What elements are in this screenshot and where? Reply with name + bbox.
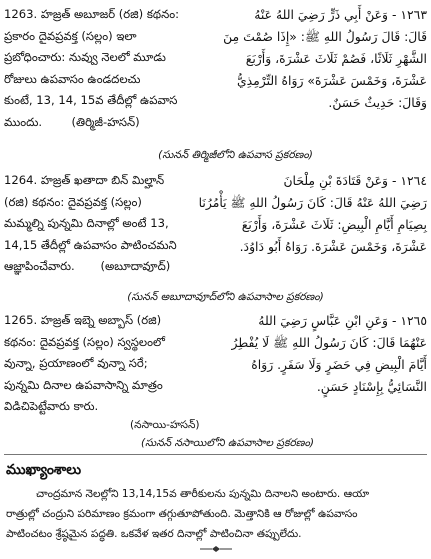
telugu-line: రోజులు ఉపవాసం ఉండదలచు xyxy=(4,71,141,86)
telugu-line: 1263. హజ్రత్ అబూజర్ (రజి) కథనం: xyxy=(4,7,180,21)
arabic-line: قَالَ: قَالَ رَسُولُ اللهِ ﷺ: «إِذَا صُمْتَ مِنَ xyxy=(223,29,427,44)
telugu-translation xyxy=(4,170,226,278)
hadith-source: (నసాయి-హసన్) xyxy=(130,419,200,431)
telugu-line: పున్నమి దినాల ఉపవాసాన్ని మాత్రం xyxy=(4,377,163,392)
chapter-reference: (సునన్ తిర్మిజీలోని ఉపవాస ప్రకరణం) xyxy=(158,149,313,161)
telugu-line: 1264. హజ్రత్ ఖతాదా బిన్ మిల్హాన్ xyxy=(4,173,165,187)
ornament-divider xyxy=(200,544,232,554)
telugu-line: ముందు. (తిర్మిజీ-హసన్) xyxy=(4,114,140,129)
telugu-line: కథనం: దైవప్రవక్త (సల్లం) స్వస్థలంలో xyxy=(4,334,165,349)
telugu-line: ప్రకారం దైవప్రవక్త (సల్లం) ఇలా xyxy=(4,28,137,43)
arabic-text xyxy=(231,310,427,398)
highlights-paragraph xyxy=(6,484,427,544)
arabic-line: ١٢٦٥ - وَعَنِ ابْنِ عَبَّاسٍ رَضِيَ اللهُ xyxy=(258,313,427,328)
arabic-text xyxy=(198,170,427,258)
arabic-line: بِصِيَامِ أَيَّامِ الْبِيضِ: ثَلَاثَ عَشْرَةَ، وَأَرْبَعَ xyxy=(241,217,427,232)
telugu-line: (రజి) కథనం: దైవప్రవక్త (సల్లం) xyxy=(4,194,142,209)
arabic-line: الشَّهْرِ ثَلَاثًا، فَصُمْ ثَلَاثَ عَشْرَةَ، وَأَرْبَعَ xyxy=(245,51,427,66)
arabic-line: عَشْرَةَ، وَخَمْسَ عَشْرَةَ. رَوَاهُ أَبُو دَاوُدَ. xyxy=(239,239,427,254)
arabic-line: رَضِيَ اللهُ عَنْهُ قَالَ: كَانَ رَسُولُ اللهِ ﷺ يَأْمُرُنَا xyxy=(198,195,427,210)
arabic-line: النَّسَائِيُّ بِإِسْنَادٍ حَسَنٍ. xyxy=(316,379,427,394)
telugu-line: 14,15 తేదీల్లో ఉపవాసం పాటించమని xyxy=(4,237,177,252)
chapter-reference: (సునన్ నసాయిలోని ఉపవాసాల ప్రకరణం) xyxy=(140,437,315,449)
highlights-line: చాంద్రమాన నెలల్లోని 13,14,15వ తారీకులను పున్నమి దినాలని అంటారు. ఆయా xyxy=(36,488,370,500)
highlights-line: పాటించటం శ్రేష్ఠమైన పద్ధతి. ఒకవేళ ఇతర దినాల్లో పాటించినా తప్పులేదు. xyxy=(6,528,302,540)
arabic-line: أَيَّامَ الْبِيضِ فِي حَضَرٍ وَلَا سَفَرٍ. رَوَاهُ xyxy=(251,357,427,372)
telugu-line: వున్నా, ప్రయాణంలో వున్నా సరే; xyxy=(4,356,148,371)
telugu-line: ప్రబోధించారు: నువ్వు నెలలో మూడు xyxy=(4,50,166,65)
arabic-text xyxy=(223,4,427,114)
telugu-line: కుంటే, 13, 14, 15వ తేదీల్లో ఉపవాస xyxy=(4,93,178,108)
arabic-line: ١٢٦٤ - وَعَنْ قَتَادَةَ بْنِ مِلْحَانَ xyxy=(283,173,427,188)
highlights-heading: ముఖ్యాంశాలు xyxy=(6,462,82,478)
telugu-line: మమ్మల్ని పున్నమి దినాల్లో అంటే 13, xyxy=(4,216,169,231)
arabic-line: عَنْهُمَا قَالَ: كَانَ رَسُولُ اللهِ ﷺ لَا يُفْطِرُ xyxy=(231,335,427,350)
arabic-line: ١٢٦٣ - وَعَنْ أَبِي ذَرٍّ رَضِيَ اللهُ عَنْهُ xyxy=(254,7,427,22)
arabic-line: عَشْرَةَ، وَخَمْسَ عَشْرَةَ» رَوَاهُ التِّرْمِذِيُّ xyxy=(236,73,427,88)
telugu-line: విడిచిపెట్టేవారు కారు. xyxy=(4,399,99,414)
telugu-line: 1265. హజ్రత్ ఇబ్నె అబ్బాస్ (రజి) xyxy=(4,313,162,327)
telugu-line: ఆజ్ఞాపించేవారు. (అబూదావూద్) xyxy=(4,259,171,274)
highlights-line: రాత్రుల్లో చంద్రుని పరిమాణం క్రమంగా తగ్గుతూపోతుంది. మెత్తానికి ఆ రోజుల్లో ఉపవాసం xyxy=(6,508,358,520)
arabic-line: وَقَالَ: حَدِيثٌ حَسَنٌ. xyxy=(328,95,427,110)
chapter-reference: (సునన్ అబూదావూద్‌లోని ఉపవాసాల ప్రకరణం) xyxy=(127,291,324,303)
telugu-translation xyxy=(4,310,226,418)
telugu-translation xyxy=(4,4,226,134)
section-divider xyxy=(4,454,427,455)
